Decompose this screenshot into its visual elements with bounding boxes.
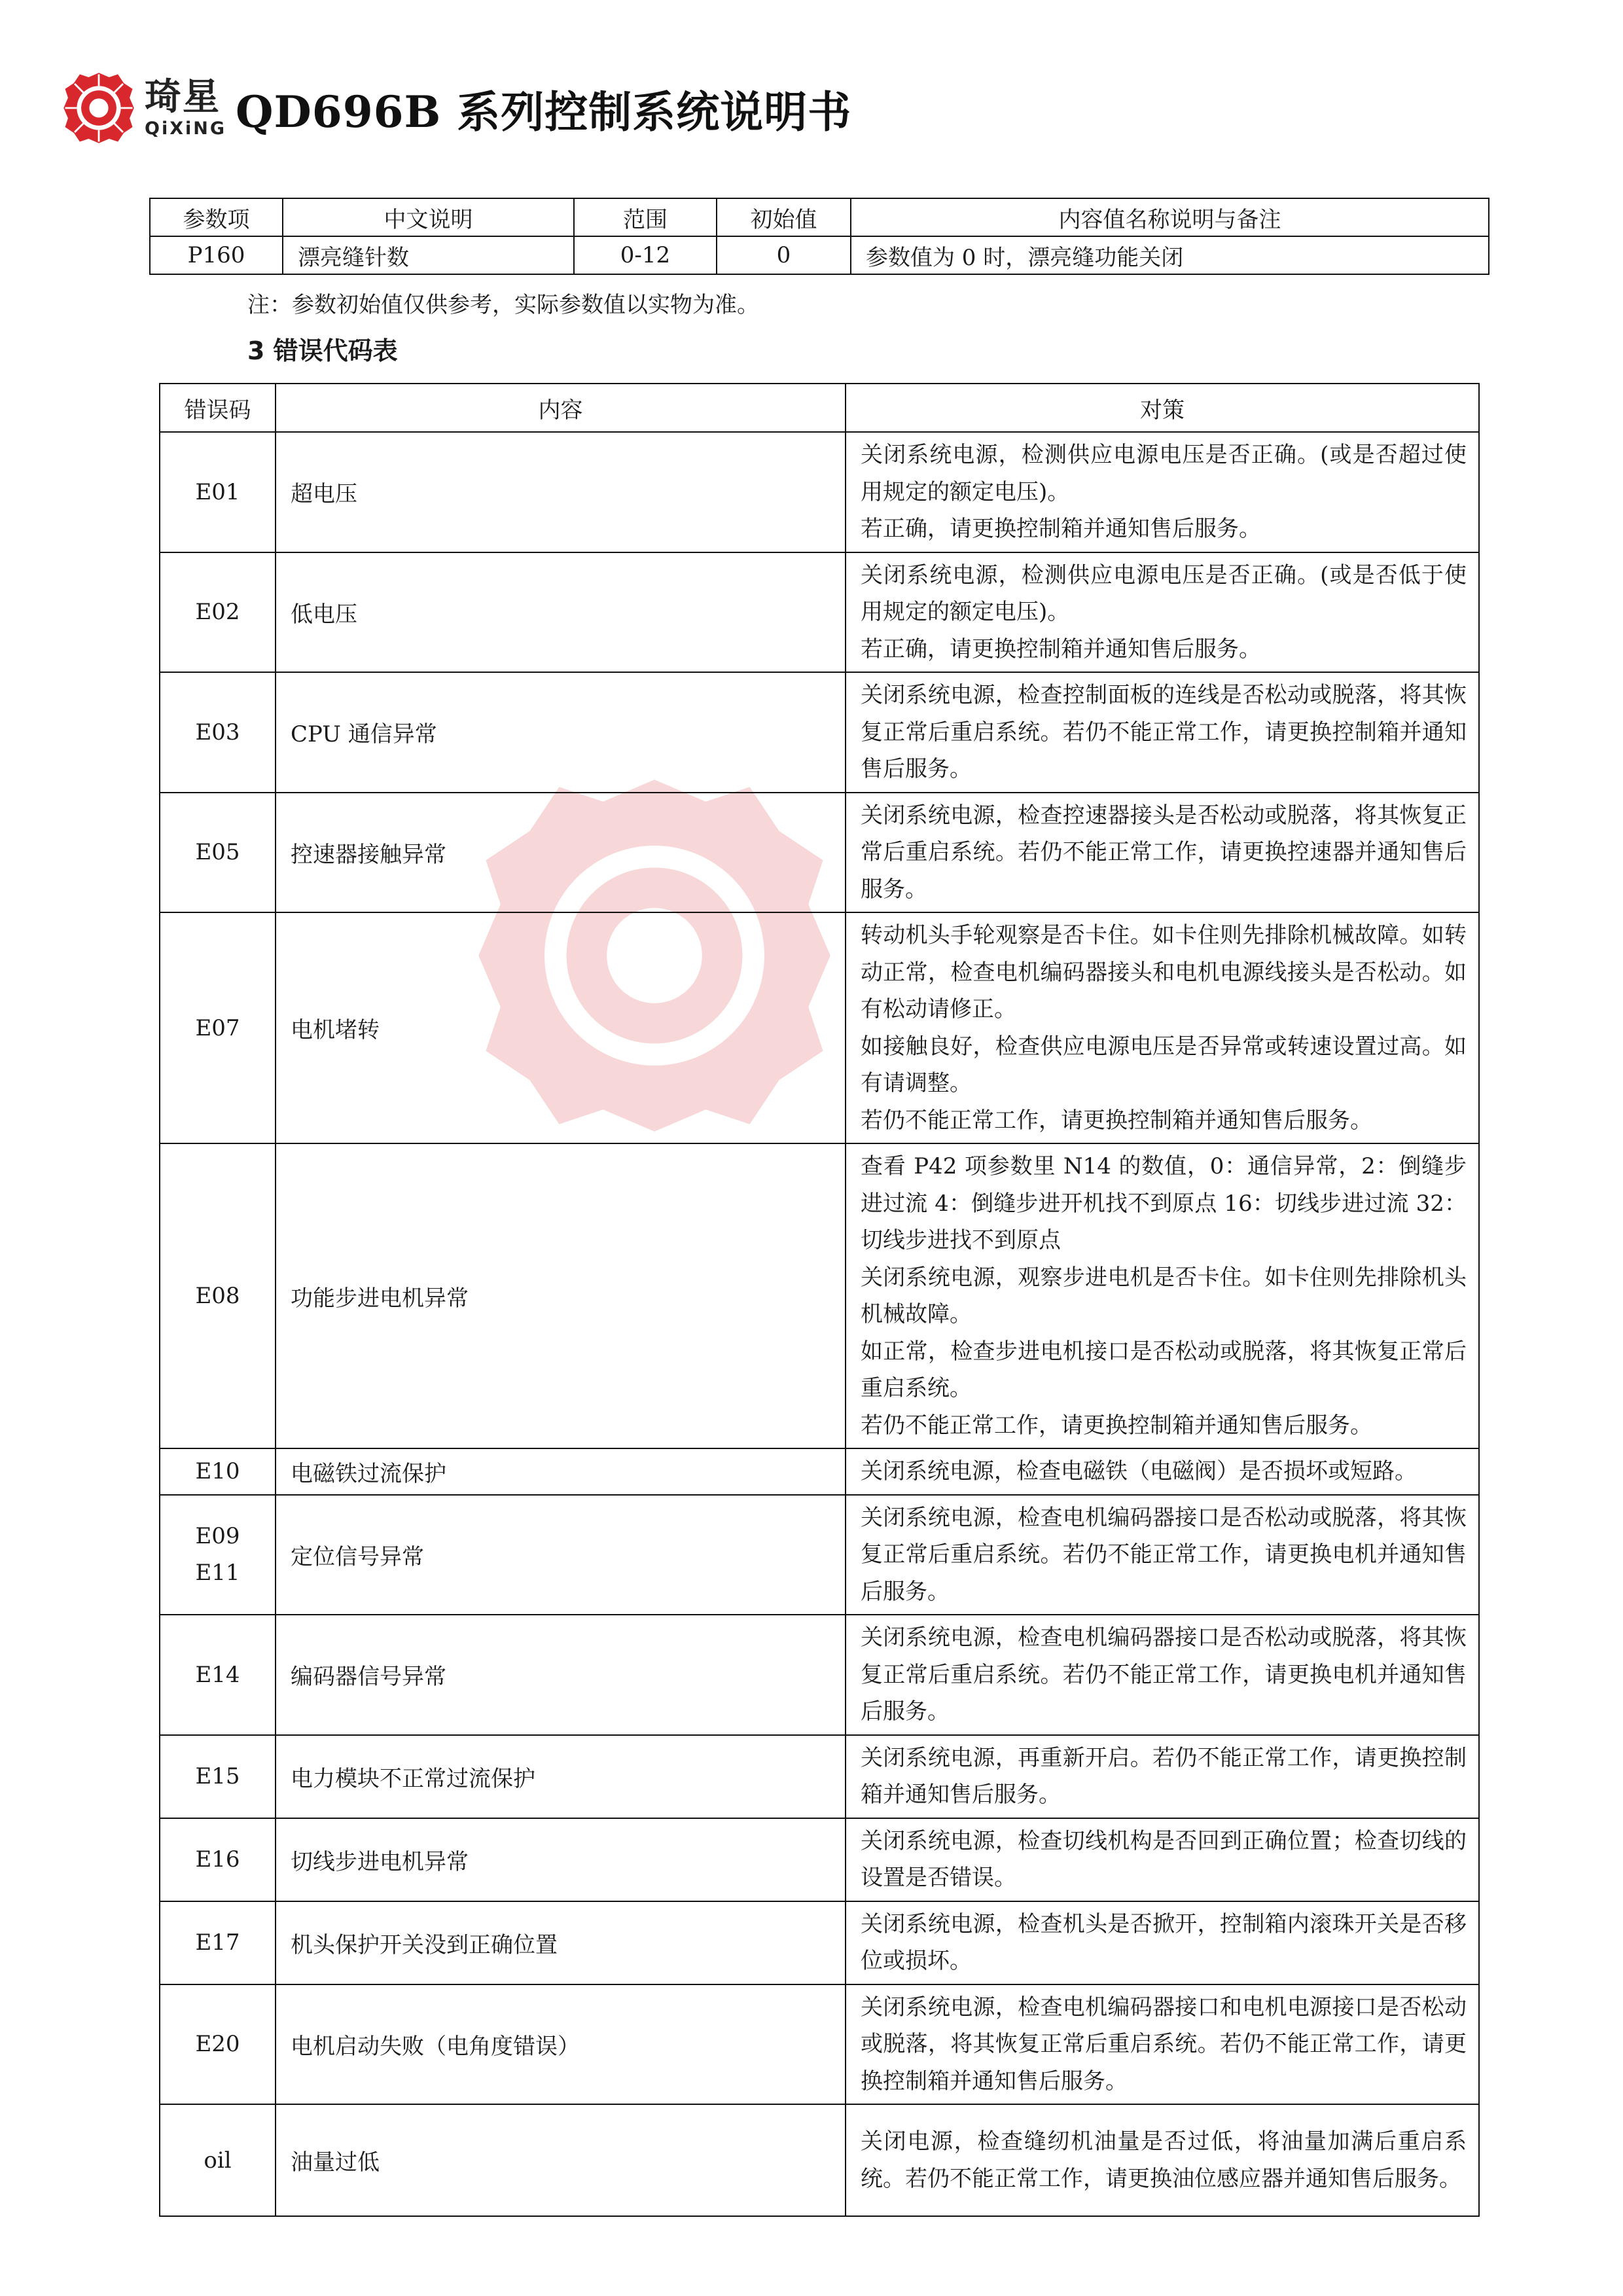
error-content: CPU 通信异常 (276, 672, 846, 793)
error-row (160, 1901, 1479, 1984)
error-content: 编码器信号异常 (276, 1615, 846, 1735)
error-content: 切线步进电机异常 (276, 1818, 846, 1901)
param-range: 0-12 (574, 236, 717, 274)
brand-en: QiXiNG (145, 118, 227, 139)
error-content: 电磁铁过流保护 (276, 1448, 846, 1495)
parameter-header-row (150, 198, 1489, 236)
parameter-row (150, 236, 1489, 274)
error-action: 关闭系统电源，检测供应电源电压是否正确。(或是否超过使用规定的额定电压)。 若正确，请更换控制箱并通知售后服务。 (846, 432, 1479, 552)
error-content: 控速器接触异常 (276, 793, 846, 913)
error-content: 油量过低 (276, 2104, 846, 2216)
error-row (160, 552, 1479, 673)
error-action: 关闭系统电源，检查电磁铁（电磁阀）是否损坏或短路。 (846, 1448, 1479, 1495)
error-code: E03 (160, 672, 276, 793)
error-table-body (160, 432, 1479, 2216)
qixing-logo-icon (62, 71, 135, 145)
error-action: 转动机头手轮观察是否卡住。如卡住则先排除机械故障。如转动正常，检查电机编码器接头和电机电源线接头是否松动。如有松动请修正。 如接触良好，检查供应电源电压是否异常或转速设置过高。如有请调整。 若仍不能正常工作，请更换控制箱并通知售后服务。 (846, 912, 1479, 1143)
param-id: P160 (150, 236, 283, 274)
error-action: 关闭系统电源，检查电机编码器接口是否松动或脱落，将其恢复正常后重启系统。若仍不能正常工作，请更换电机并通知售后服务。 (846, 1495, 1479, 1615)
error-code: E10 (160, 1448, 276, 1495)
error-row (160, 1448, 1479, 1495)
error-code: E14 (160, 1615, 276, 1735)
error-row (160, 912, 1479, 1143)
page-header (62, 72, 851, 144)
error-row (160, 1984, 1479, 2105)
error-action: 关闭系统电源，检查机头是否掀开，控制箱内滚珠开关是否移位或损坏。 (846, 1901, 1479, 1984)
error-content: 功能步进电机异常 (276, 1143, 846, 1448)
error-row (160, 672, 1479, 793)
column-header: 内容值名称说明与备注 (851, 198, 1489, 236)
error-row (160, 793, 1479, 913)
param-description: 漂亮缝针数 (283, 236, 574, 274)
error-code: E17 (160, 1901, 276, 1984)
error-code: E15 (160, 1735, 276, 1818)
error-content: 电力模块不正常过流保护 (276, 1735, 846, 1818)
error-code: E09 E11 (160, 1495, 276, 1615)
column-header: 对策 (846, 384, 1479, 432)
error-code: E02 (160, 552, 276, 673)
error-row (160, 432, 1479, 552)
error-header-row (160, 384, 1479, 432)
error-action: 关闭系统电源，检查切线机构是否回到正确位置；检查切线的设置是否错误。 (846, 1818, 1479, 1901)
column-header: 范围 (574, 198, 717, 236)
error-content: 低电压 (276, 552, 846, 673)
brand-cn: 琦星 (145, 75, 221, 118)
table-note: 注：参数初始值仅供参考，实际参数值以实物为准。 (247, 292, 759, 318)
document-title: QD696B 系列控制系统说明书 (236, 86, 852, 137)
error-content: 机头保护开关没到正确位置 (276, 1901, 846, 1984)
error-row (160, 1615, 1479, 1735)
error-code: E08 (160, 1143, 276, 1448)
param-remarks: 参数值为 0 时，漂亮缝功能关闭 (851, 236, 1489, 274)
error-code: oil (160, 2104, 276, 2216)
column-header: 错误码 (160, 384, 276, 432)
error-action: 查看 P42 项参数里 N14 的数值，0：通信异常，2：倒缝步进过流 4：倒缝步进开机找不到原点 16：切线步进过流 32：切线步进找不到原点 关闭系统电源，观察步进电机是否卡住。如卡住则先排除机头机械故障。 如正常，检查步进电机接口是否松动或脱落，将其恢复正常后重启系统。 若仍不能正常工作，请更换控制箱并通知售后服务。 (846, 1143, 1479, 1448)
error-content: 电机堵转 (276, 912, 846, 1143)
error-code-table (159, 383, 1480, 2217)
error-action: 关闭系统电源，检测供应电源电压是否正确。(或是否低于使用规定的额定电压)。 若正确，请更换控制箱并通知售后服务。 (846, 552, 1479, 673)
error-action: 关闭电源，检查缝纫机油量是否过低，将油量加满后重启系统。若仍不能正常工作，请更换油位感应器并通知售后服务。 (846, 2104, 1479, 2216)
error-code: E16 (160, 1818, 276, 1901)
error-row (160, 1495, 1479, 1615)
error-action: 关闭系统电源，检查控速器接头是否松动或脱落，将其恢复正常后重启系统。若仍不能正常工作，请更换控速器并通知售后服务。 (846, 793, 1479, 913)
error-content: 电机启动失败（电角度错误） (276, 1984, 846, 2105)
section-title: 3 错误代码表 (247, 336, 398, 365)
brand-name (145, 75, 227, 139)
error-code: E01 (160, 432, 276, 552)
error-code: E20 (160, 1984, 276, 2105)
column-header: 参数项 (150, 198, 283, 236)
param-default: 0 (717, 236, 851, 274)
column-header: 内容 (276, 384, 846, 432)
error-code: E07 (160, 912, 276, 1143)
error-action: 关闭系统电源，检查电机编码器接口和电机电源接口是否松动或脱落，将其恢复正常后重启系统。若仍不能正常工作，请更换控制箱并通知售后服务。 (846, 1984, 1479, 2105)
error-content: 定位信号异常 (276, 1495, 846, 1615)
error-content: 超电压 (276, 432, 846, 552)
column-header: 初始值 (717, 198, 851, 236)
column-header: 中文说明 (283, 198, 574, 236)
error-row (160, 1735, 1479, 1818)
error-row (160, 1818, 1479, 1901)
error-row (160, 2104, 1479, 2216)
error-action: 关闭系统电源，再重新开启。若仍不能正常工作，请更换控制箱并通知售后服务。 (846, 1735, 1479, 1818)
error-action: 关闭系统电源，检查电机编码器接口是否松动或脱落，将其恢复正常后重启系统。若仍不能正常工作，请更换电机并通知售后服务。 (846, 1615, 1479, 1735)
parameter-table (149, 198, 1489, 275)
error-code: E05 (160, 793, 276, 913)
error-action: 关闭系统电源，检查控制面板的连线是否松动或脱落，将其恢复正常后重启系统。若仍不能正常工作，请更换控制箱并通知售后服务。 (846, 672, 1479, 793)
error-row (160, 1143, 1479, 1448)
